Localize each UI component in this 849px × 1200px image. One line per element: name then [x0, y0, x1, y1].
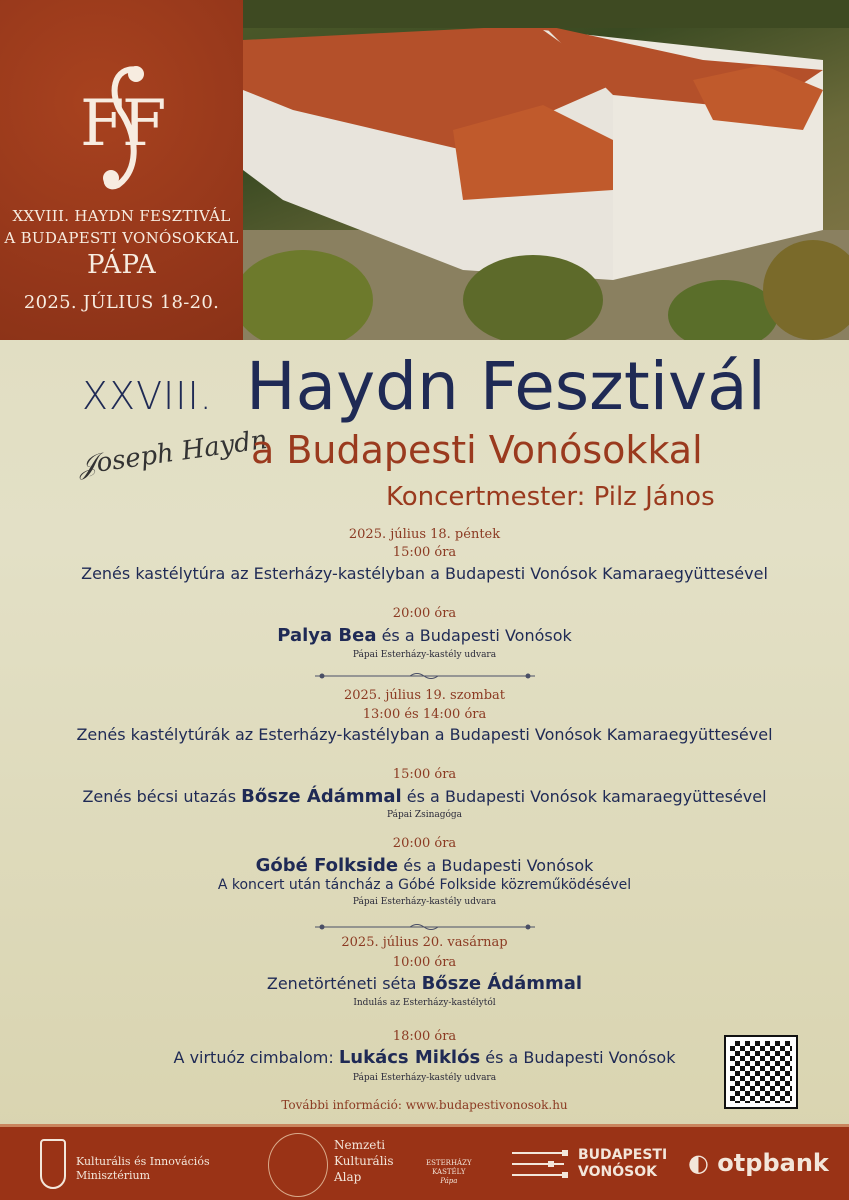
event-title: Zenés kastélytúra az Esterházy-kastélyban a Budapesti Vonósok Kamaraegyüttesével [81, 564, 768, 583]
event-title [0, 855, 849, 876]
sponsor-footer [0, 1124, 849, 1200]
coat-of-arms-icon [40, 1139, 66, 1189]
event-text: Zenetörténeti séta [266, 974, 422, 993]
ornament-divider [310, 672, 540, 680]
event-time: 20:00 óra [392, 606, 457, 621]
ministry-line1: Kulturális és Innovációs [76, 1155, 210, 1168]
haydn-signature: 𝒥oseph Haydn [76, 424, 270, 482]
svg-text:F: F [80, 87, 125, 161]
panel-line1: XXVIII. HAYDN FESZTIVÁL [12, 207, 231, 225]
edition: XXVIII. [82, 374, 213, 418]
qr-code[interactable] [726, 1037, 796, 1107]
otp-logo: ◐ otpbank [688, 1149, 829, 1177]
performer: Bősze Ádámmal [421, 973, 583, 994]
svg-text:F: F [122, 87, 167, 161]
performer: Palya Bea [277, 625, 377, 646]
event-text: és a Budapesti Vonósok kamaraegyüttesével [401, 787, 767, 806]
event-venue: Pápai Esterházy-kastély udvara [352, 1073, 497, 1083]
event-time: 20:00 óra [392, 836, 457, 851]
panel-city: PÁPA [87, 250, 156, 280]
event-text: Zenés bécsi utazás [82, 787, 242, 806]
event-time: 15:00 óra [392, 767, 457, 782]
event-time: 18:00 óra [392, 1029, 457, 1044]
event-text: és a Budapesti Vonósok [480, 1048, 676, 1067]
ornament-divider [310, 923, 540, 931]
event-text: A virtuóz cimbalom: [173, 1048, 339, 1067]
event-venue: Pápai Esterházy-kastély udvara [352, 897, 497, 907]
festival-panel [0, 0, 243, 340]
event-time: 13:00 és 14:00 óra [362, 707, 487, 722]
nka-logo: Nemzeti Kulturális Alap [334, 1138, 394, 1184]
event-venue: Pápai Zsinagóga [386, 810, 463, 820]
event-text: és a Budapesti Vonósok [376, 626, 572, 645]
event-time: 10:00 óra [392, 955, 457, 970]
event-time: 15:00 óra [392, 545, 457, 560]
panel-line2: A BUDAPESTI VONÓSOKKAL [4, 229, 239, 247]
hf-logo [78, 60, 168, 195]
strings-icon [512, 1149, 572, 1179]
event-title [0, 1047, 849, 1068]
performer: Bősze Ádámmal [241, 786, 402, 807]
event-title: Zenés kastélytúrák az Esterházy-kastélyban a Budapesti Vonósok Kamaraegyüttesével [76, 725, 773, 744]
performer: Góbé Folkside [255, 855, 399, 876]
concertmaster: Koncertmester: Pilz János [386, 482, 715, 512]
event-title [0, 625, 849, 646]
ministry-line2: Minisztérium [76, 1169, 151, 1182]
info-link[interactable]: További információ: www.budapestivonosok.hu [281, 1098, 568, 1112]
panel-dates: 2025. JÚLIUS 18-20. [23, 292, 220, 313]
performer: Lukács Miklós [338, 1047, 481, 1068]
subtitle: a Budapesti Vonósokkal [251, 428, 703, 472]
event-text: és a Budapesti Vonósok [398, 856, 594, 875]
castle-photo [243, 0, 849, 340]
main-title: Haydn Fesztivál [246, 348, 766, 425]
event-venue: Indulás az Esterházy-kastélytól [353, 998, 496, 1008]
event-venue: Pápai Esterházy-kastély udvara [352, 650, 497, 660]
event-title [0, 786, 849, 807]
event-title [0, 973, 849, 994]
nka-tree-icon [268, 1133, 328, 1197]
day-date: 2025. július 18. péntek [348, 527, 501, 542]
day-date: 2025. július 20. vasárnap [341, 935, 508, 950]
esterhazy-logo: ESTERHÁZY KASTÉLY Pápa [426, 1159, 472, 1185]
budapesti-vonosok-logo: BUDAPESTI VONÓSOK [578, 1147, 668, 1180]
event-extra: A koncert után táncház a Góbé Folkside közreműködésével [217, 877, 632, 893]
day-date: 2025. július 19. szombat [343, 688, 506, 703]
